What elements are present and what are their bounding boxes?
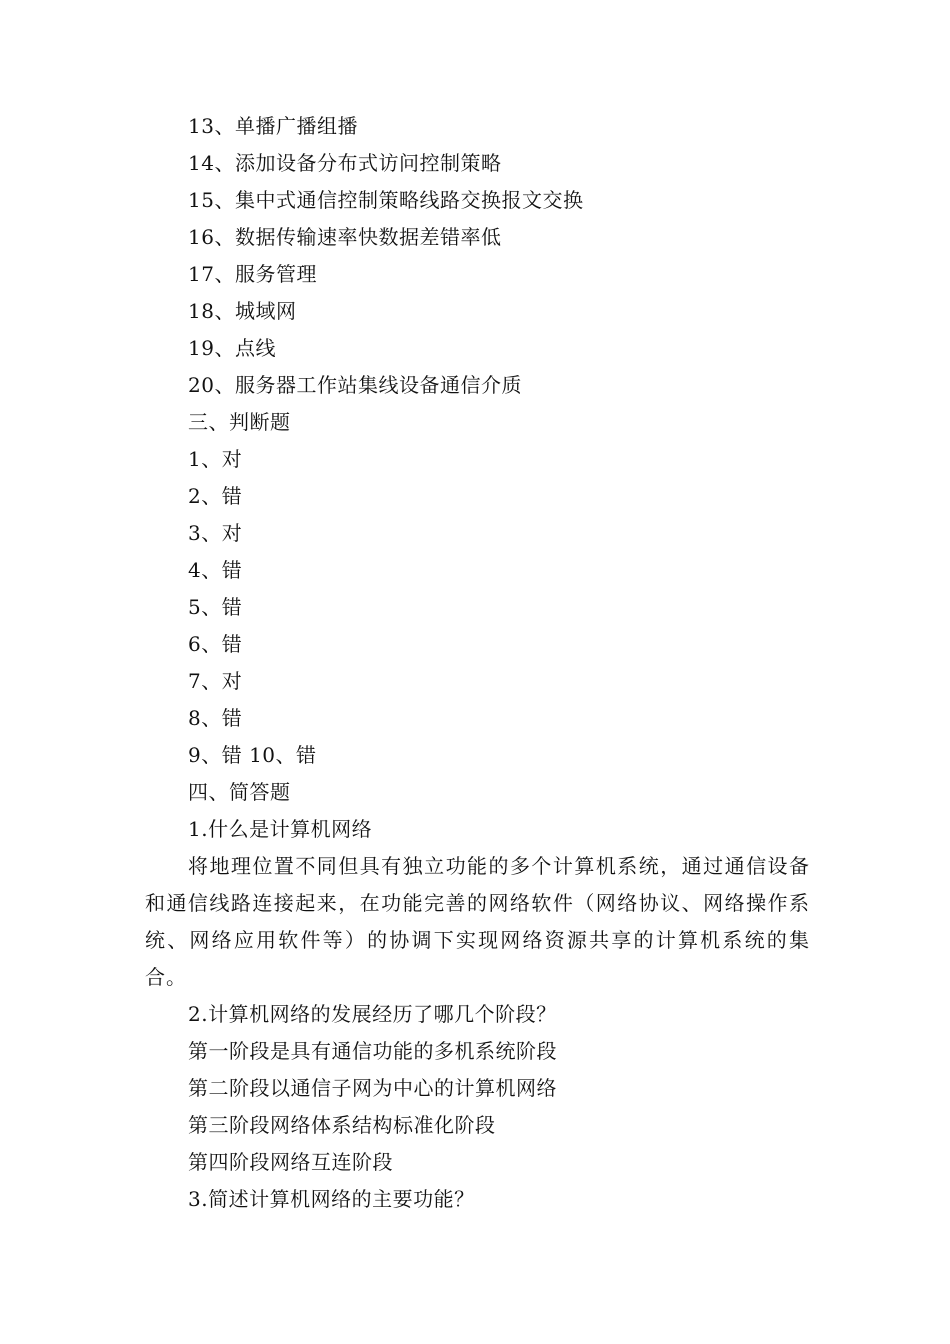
question-2: 2.计算机网络的发展经历了哪几个阶段？	[188, 1002, 557, 1026]
judgment-answer-9-10: 9、错 10、错	[188, 743, 317, 767]
judgment-answer-3: 3、对	[188, 521, 243, 545]
judgment-answer-5: 5、错	[188, 595, 243, 619]
judgment-answer-8: 8、错	[188, 706, 243, 730]
blank-answer-20: 20、服务器工作站集线设备通信介质	[188, 373, 522, 397]
answer-1-paragraph: 将地理位置不同但具有独立功能的多个计算机系统，通过通信设备和通信线路连接起来，在功能完善的网络软件（网络协议、网络操作系统、网络应用软件等）的协调下实现网络资源共享的计算机系统的集合。	[145, 854, 810, 989]
judgment-answer-4: 4、错	[188, 558, 243, 582]
question-3: 3.简述计算机网络的主要功能？	[188, 1187, 475, 1211]
blank-answer-16: 16、数据传输速率快数据差错率低	[188, 225, 502, 249]
judgment-answer-2: 2、错	[188, 484, 243, 508]
blank-answer-14: 14、添加设备分布式访问控制策略	[188, 151, 502, 175]
blank-answer-17: 17、服务管理	[188, 262, 317, 286]
document-body	[145, 108, 810, 1218]
stage-4: 第四阶段网络互连阶段	[188, 1150, 393, 1174]
judgment-heading: 三、判断题	[188, 410, 291, 434]
stage-3: 第三阶段网络体系结构标准化阶段	[188, 1113, 496, 1137]
stage-1: 第一阶段是具有通信功能的多机系统阶段	[188, 1039, 557, 1063]
blank-answer-18: 18、城域网	[188, 299, 297, 323]
blank-answer-19: 19、点线	[188, 336, 276, 360]
judgment-answer-7: 7、对	[188, 669, 243, 693]
question-1: 1.什么是计算机网络	[188, 817, 373, 841]
judgment-answer-6: 6、错	[188, 632, 243, 656]
blank-answer-13: 13、单播广播组播	[188, 114, 358, 138]
stage-2: 第二阶段以通信子网为中心的计算机网络	[188, 1076, 557, 1100]
short-answer-heading: 四、简答题	[188, 780, 291, 804]
judgment-answer-1: 1、对	[188, 447, 243, 471]
blank-answer-15: 15、集中式通信控制策略线路交换报文交换	[188, 188, 584, 212]
